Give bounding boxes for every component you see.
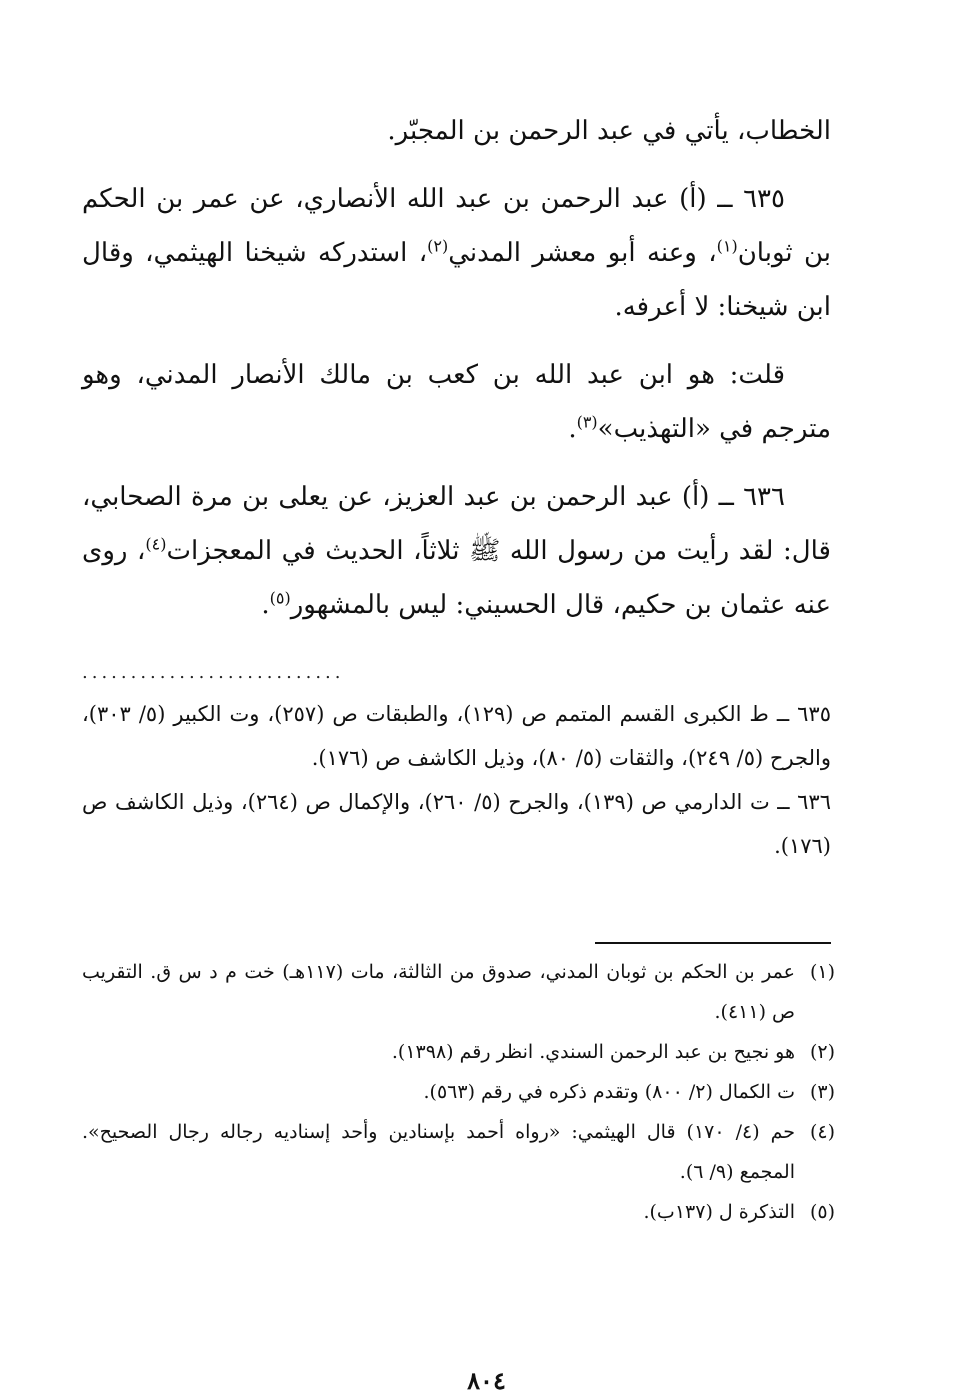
comment-635-end: . bbox=[568, 414, 577, 444]
footnote-number: (٤) bbox=[809, 1121, 835, 1143]
sources-section bbox=[82, 692, 831, 868]
footnote-text: حم (٤/ ١٧٠) قال الهيثمي: «رواه أحمد بإسنادين وأحد إسناديه رجاله رجال الصحيح». المجمع (٩/ ٦). bbox=[82, 1121, 795, 1183]
footnote-ref-1[interactable]: (١) bbox=[716, 236, 738, 256]
page-number: ٨٠٤ bbox=[467, 1366, 506, 1395]
footnote-number: (٣) bbox=[809, 1081, 835, 1103]
entry-635 bbox=[82, 172, 831, 334]
main-text bbox=[82, 104, 831, 632]
paragraph-continuation: الخطاب، يأتي في عبد الرحمن بن المجبّر. bbox=[387, 116, 831, 146]
footnote-number: (٢) bbox=[809, 1041, 835, 1063]
footnote-3 bbox=[82, 1072, 835, 1112]
footnote-5 bbox=[82, 1192, 835, 1232]
comment-635-text: قلت: هو ابن عبد الله بن كعب بن مالك الأنصار المدني، وهو مترجم في «التهذيب» bbox=[82, 360, 831, 444]
entry-635-text: ٦٣٥ ــ (أ) عبد الرحمن بن عبد الله الأنصاري، عن عمر بن الحكم بن ثوبان bbox=[82, 184, 832, 268]
footnote-ref-5[interactable]: (٥) bbox=[269, 588, 291, 608]
footnote-ref-3[interactable]: (٣) bbox=[576, 412, 598, 432]
footnote-2 bbox=[82, 1032, 835, 1072]
entry-635-text-2: ، وعنه أبو معشر المدني bbox=[448, 238, 717, 268]
footnote-text: ت الكمال (٢/ ٨٠٠) وتقدم ذكره في رقم (٥٦٣). bbox=[423, 1081, 795, 1103]
footnotes-section bbox=[82, 952, 835, 1232]
footnote-rule bbox=[595, 942, 831, 944]
entry-636-text-3: . bbox=[261, 590, 270, 620]
footnote-1 bbox=[82, 952, 835, 1032]
dotted-separator: ........................... bbox=[82, 662, 345, 683]
footnote-number: (١) bbox=[809, 961, 835, 983]
source-636: ٦٣٦ ــ ت الدارمي ص (١٣٩)، والجرح (٥/ ٢٦٠)، والإكمال ص (٢٦٤)، وذيل الكاشف ص (١٧٦). bbox=[82, 790, 831, 858]
footnote-4 bbox=[82, 1112, 835, 1192]
entry-636-text: ٦٣٦ ــ (أ) عبد الرحمن بن عبد العزيز، عن يعلى بن مرة الصحابي، قال: لقد رأيت من رسول الله ﷺ ثلاثاً، الحديث في المعجزات bbox=[82, 482, 831, 566]
footnote-number: (٥) bbox=[809, 1201, 835, 1223]
book-page bbox=[82, 104, 835, 1395]
footnote-ref-2[interactable]: (٢) bbox=[427, 236, 449, 256]
footnote-ref-4[interactable]: (٤) bbox=[145, 534, 167, 554]
footnote-text: التذكرة ل (١٣٧ب). bbox=[643, 1201, 795, 1223]
comment-635 bbox=[82, 348, 831, 456]
source-635: ٦٣٥ ــ ط الكبرى القسم المتمم ص (١٢٩)، والطبقات ص (٢٥٧)، وت الكبير (٥/ ٣٠٣)، والجرح (٥/ ٢٤٩)، والثقات (٥/ ٨٠)، وذيل الكاشف ص (١٧٦). bbox=[82, 702, 831, 770]
entry-635-text-3: ، استدركه شيخنا الهيثمي، وقال ابن شيخنا: لا أعرفه. bbox=[82, 238, 831, 322]
entry-636-text-2: ، روى عنه عثمان بن حكيم، قال الحسيني: ليس بالمشهور bbox=[82, 536, 831, 620]
entry-636 bbox=[82, 470, 831, 632]
footnote-text: عمر بن الحكم بن ثوبان المدني، صدوق من الثالثة، مات (١١٧هـ) خت م د س ق. التقريب ص (٤١١). bbox=[82, 961, 795, 1023]
footnote-text: هو نجيح بن عبد الرحمن السندي. انظر رقم (١٣٩٨). bbox=[391, 1041, 795, 1063]
